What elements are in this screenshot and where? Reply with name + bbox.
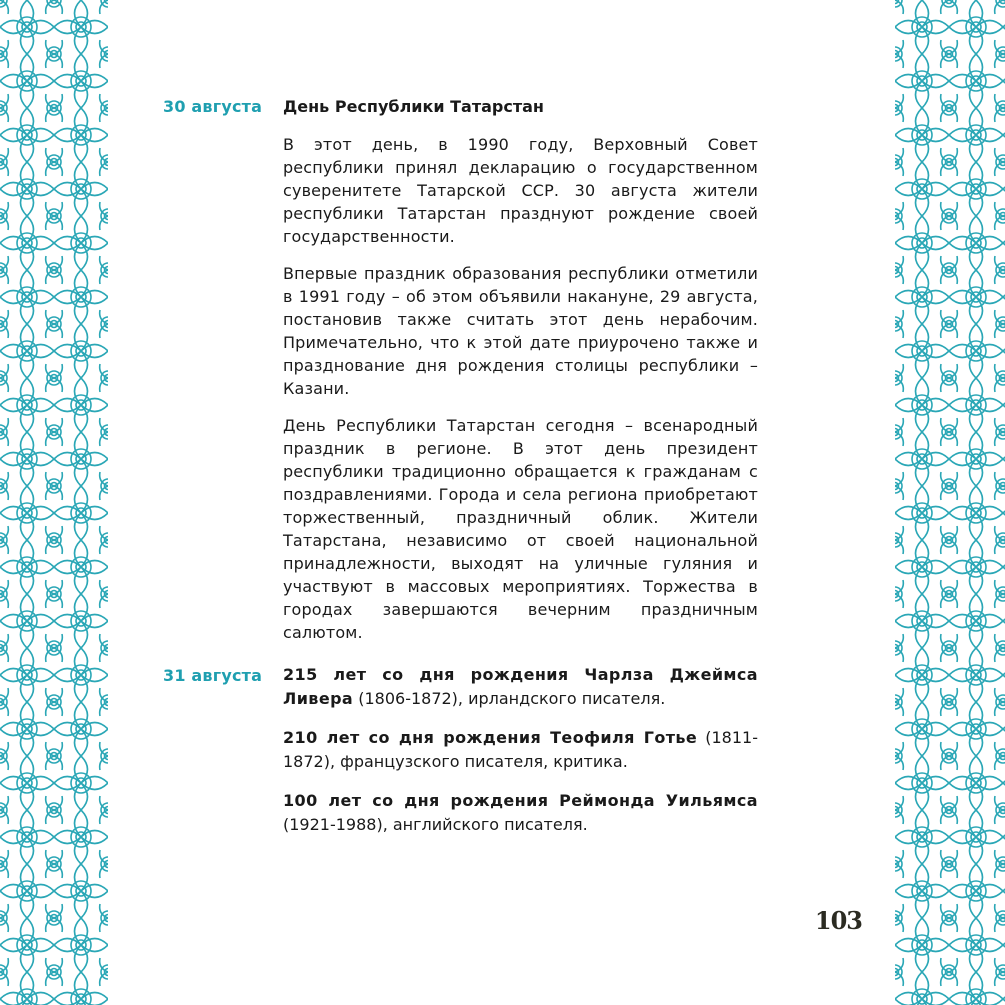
date-label-august-30: 30 августа (163, 97, 263, 116)
entry-details: (1921-1988), английского писателя. (283, 815, 588, 834)
anniversary-entry (283, 663, 758, 711)
ornament-pattern-icon (895, 0, 1005, 1005)
paragraph: Впервые праздник образования республики отметили в 1991 году – об этом объявили накануне, 29 августа, постановив также считать этот день нерабочим. Примечательно, что к этой дате приурочено также и празднование дня рождения столицы республики – Казани. (283, 264, 758, 398)
entry-title: 215 лет со дня рождения Чарлза Джеймса Ливера (283, 665, 758, 708)
entry-details: (1811-1872), французского писателя, критика. (283, 728, 758, 771)
entry-title: 210 лет со дня рождения Теофиля Готье (283, 728, 698, 747)
anniversary-entry (283, 726, 758, 774)
date-label-august-31: 31 августа (163, 666, 263, 685)
left-ornament-border (0, 0, 108, 1005)
entry-title: 100 лет со дня рождения Реймонда Уильямса (283, 791, 758, 810)
page-number: 103 (814, 906, 862, 935)
paragraph: День Республики Татарстан сегодня – всенародный праздник в регионе. В этот день президент республики традиционно обращается к гражданам с поздравлениями. Города и села региона приобретают торжественный, праздничный облик. Жители Татарстана, независимо от своей национальной принадлежности, выходят на уличные гуляния и участвуют в массовых мероприятиях. Торжества в городах завершаются вечерним праздничным салютом. (283, 416, 758, 642)
entry-details: (1806-1872), ирландского писателя. (353, 689, 666, 708)
ornament-pattern-icon (0, 0, 108, 1005)
anniversary-entry (283, 789, 758, 837)
paragraph: В этот день, в 1990 году, Верховный Совет республики принял декларацию о государственном суверенитете Татарской ССР. 30 августа жители республики Татарстан празднуют рождение своей государственности. (283, 135, 758, 246)
section-title: День Республики Татарстан (283, 97, 544, 116)
right-ornament-border (895, 0, 1005, 1005)
section-republic-day (283, 97, 758, 658)
section-anniversaries (283, 663, 758, 852)
